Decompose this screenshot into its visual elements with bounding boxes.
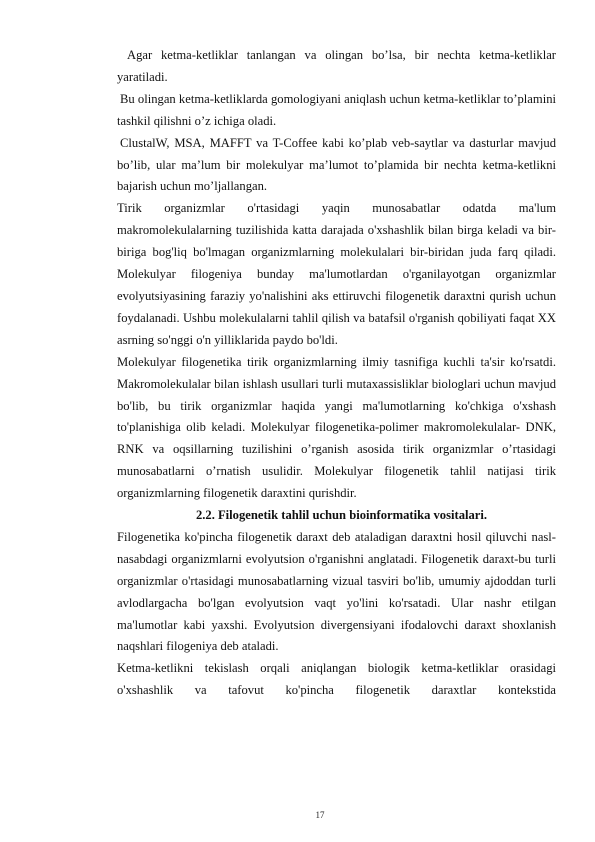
paragraph-2: Bu olingan ketma-ketliklarda gomologiyani aniqlash uchun ketma-ketliklar to’plamini tashkil qilishni o’z ichiga oladi. xyxy=(117,91,556,128)
paragraph-1: Agar ketma-ketliklar tanlangan va olingan bo’lsa, bir nechta ketma-ketliklar yaratiladi. xyxy=(117,48,556,84)
paragraph-3: ClustalW, MSA, MAFFT va T-Coffee kabi ko’plab veb-saytlar va dasturlar mavjud bo’lib, ular ma’lum bir molekulyar ma’lumot to’plamida bir nechta ketma-ketlikni bajarish uchun mo’ljallangan. xyxy=(117,135,556,194)
paragraph-4: Tirik organizmlar o'rtasidagi yaqin munosabatlar odatda ma'lum makromolekulalarning tuzilishida katta darajada o'xshashlik bilan birga keladi va bir-biriga bog'liq bo'lmagan organizmlarning molekulalari bir-biridan juda farq qiladi. Molekulyar filogeniya bunday ma'lumotlardan o'rganilayotgan organizmlar evolyutsiyasining faraziy yo'nalishini aks ettiruvchi filogenetik daraxtni qurish uchun foydalanadi. Ushbu molekulalarni tahlil qilish va batafsil o'rganish qobiliyati faqat XX asrning so'nggi o'n yilliklarida paydo bo'ldi. xyxy=(117,201,556,347)
paragraph-7: Ketma-ketlikni tekislash orqali aniqlangan biologik ketma-ketliklar orasidagi o'xshashlik va tafovut ko'pincha filogenetik daraxtlar kontekstida xyxy=(117,661,556,698)
paragraph-6: Filogenetika ko'pincha filogenetik daraxt deb ataladigan daraxtni hosil qiluvchi nasl-nasabdagi organizmlarni evolyutsion o'rganishni anglatadi. Filogenetik daraxt-bu turli organizmlar o'rtasidagi munosabatlarning vizual tasviri bo'lib, umumiy ajdoddan turli avlodlargacha bo'lgan evolyutsion vaqt yo'lini ko'rsatadi. Ular nashr etilgan ma'lumotlar kabi yaxshi. Evolyutsion divergensiyani ifodalovchi daraxt shoxlanish naqshlari filogeniya deb ataladi. xyxy=(117,529,556,654)
paragraph-5: Molekulyar filogenetika tirik organizmlarning ilmiy tasnifiga kuchli ta'sir ko'rsatdi. Makromolekulalar bilan ishlash usullari turli mutaxassisliklar biologlari uchun mavjud bo'lib, bu tirik organizmlar haqida yangi ma'lumotlarning ko'chkiga o'xshash to'planishiga olib keladi. Molekulyar filogenetika-polimer makromolekulalar- DNK, RNK va oqsillarning tuzilishini o’rganish asosida tirik organizmlar o’rtasidagi munosabatlarni o’rnatish usulidir. Molekulyar filogenetik tahlil natijasi tirik organizmlarning filogenetik daraxtini qurishdir. xyxy=(117,354,556,501)
document-body xyxy=(117,45,556,702)
section-heading: 2.2. Filogenetik tahlil uchun bioinformatika vositalari. xyxy=(195,508,488,523)
page-number: 17 xyxy=(315,810,325,820)
